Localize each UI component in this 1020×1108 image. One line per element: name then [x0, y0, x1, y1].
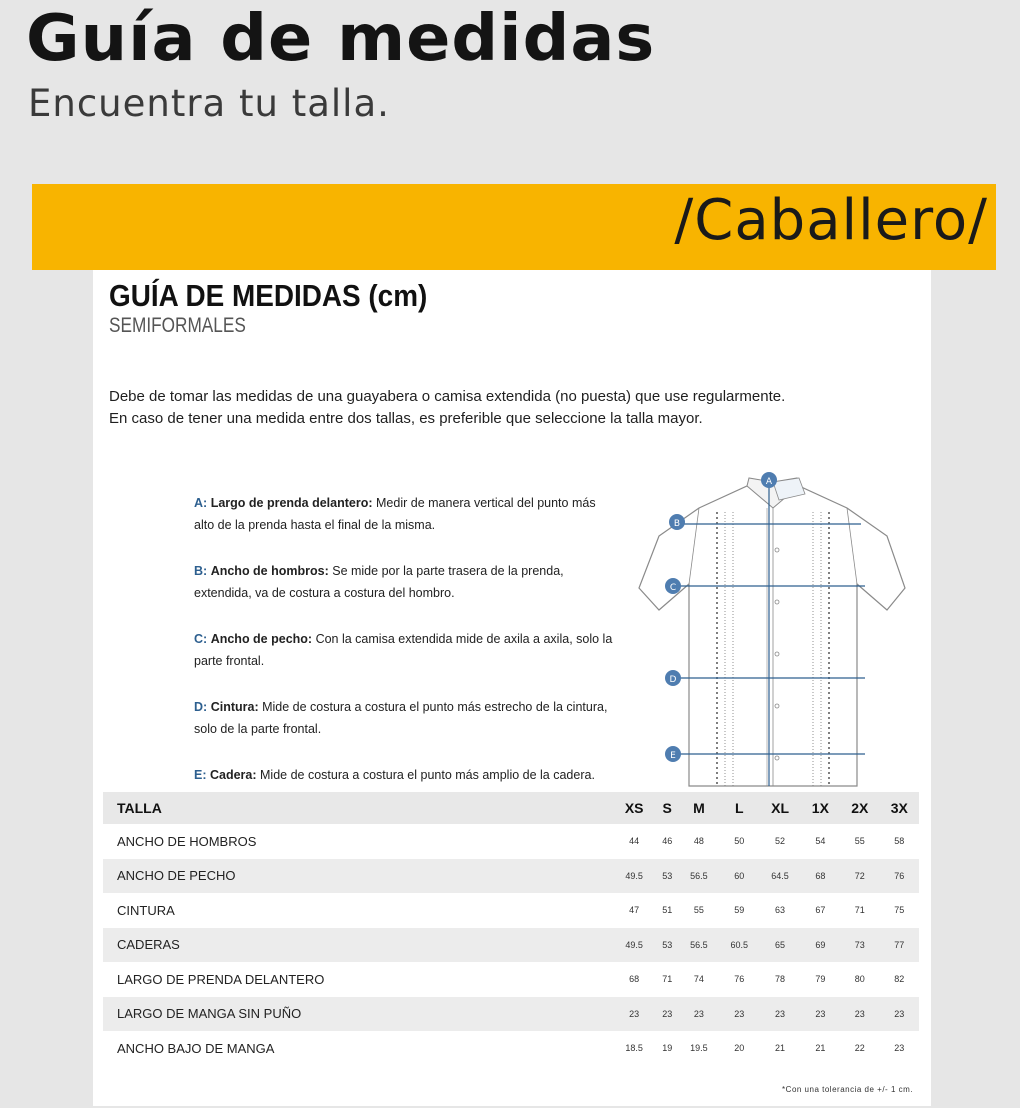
marker-d: [665, 670, 681, 686]
table-cell: 21: [775, 1043, 786, 1054]
table-cell: 68: [801, 859, 840, 894]
table-cell: 64.5: [759, 859, 800, 894]
size-guide-card: [93, 270, 931, 1106]
table-cell: 23: [840, 997, 879, 1032]
definition-term: Largo de prenda delantero:: [210, 496, 373, 510]
column-header: XL: [759, 792, 800, 824]
table-cell: 18.5: [625, 1043, 643, 1054]
marker-b: [669, 514, 685, 530]
table-cell: 21: [815, 1043, 826, 1054]
table-cell: 60: [719, 859, 759, 894]
table-cell: 74: [693, 974, 704, 985]
row-label: LARGO DE PRENDA DELANTERO: [117, 971, 325, 987]
page-subtitle: Encuentra tu talla.: [28, 82, 390, 125]
table-cell: 51: [662, 905, 673, 916]
table-cell: 23: [894, 1043, 905, 1054]
marker-e: [665, 746, 681, 762]
page-title: Guía de medidas: [26, 2, 656, 76]
shirt-diagram: [629, 468, 919, 788]
column-header: 1X: [801, 792, 840, 824]
table-row: [103, 893, 919, 928]
definition-letter: E:: [194, 768, 207, 782]
table-cell: 77: [880, 928, 920, 963]
definition-letter: A:: [194, 496, 208, 510]
table-cell: 75: [894, 905, 905, 916]
definition-e: [194, 764, 614, 786]
table-cell: 73: [840, 928, 879, 963]
table-row: [103, 1031, 919, 1066]
row-label: ANCHO BAJO DE MANGA: [117, 1040, 275, 1056]
definition-term: Cadera:: [209, 768, 257, 782]
intro-line: En caso de tener una medida entre dos tallas, es preferible que seleccione la talla mayor.: [109, 410, 703, 427]
table-cell: 48: [693, 836, 704, 847]
table-row: [103, 859, 919, 894]
category-banner: [32, 184, 996, 270]
definition-letter: B:: [194, 564, 208, 578]
marker-label: B: [673, 519, 681, 529]
intro-line: Debe de tomar las medidas de una guayabera o camisa extendida (no puesta) que use regularmente.: [109, 388, 786, 405]
table-cell: 58: [894, 836, 905, 847]
table-cell: 46: [662, 836, 673, 847]
definition-letter: D:: [194, 700, 208, 714]
column-header: S: [656, 792, 679, 824]
definition-term: Cintura:: [210, 700, 259, 714]
column-header: 2X: [840, 792, 879, 824]
row-label: LARGO DE MANGA SIN PUÑO: [103, 997, 613, 1032]
table-cell: 50: [734, 836, 745, 847]
marker-a: [761, 472, 777, 488]
table-cell: 19: [662, 1043, 673, 1054]
table-cell: 23: [759, 997, 800, 1032]
size-table: [103, 792, 919, 1066]
table-cell: 44: [629, 836, 640, 847]
column-header: L: [719, 792, 759, 824]
table-cell: 82: [894, 974, 905, 985]
table-row: [103, 997, 919, 1032]
table-cell: 78: [775, 974, 786, 985]
table-cell: 76: [880, 859, 920, 894]
table-cell: 22: [854, 1043, 865, 1054]
table-cell: 79: [815, 974, 826, 985]
table-cell: 23: [801, 997, 840, 1032]
marker-label: A: [765, 477, 773, 487]
definition-letter: C:: [194, 632, 208, 646]
table-cell: 68: [629, 974, 640, 985]
table-cell: 23: [656, 997, 679, 1032]
marker-label: D: [669, 675, 677, 685]
table-cell: 52: [775, 836, 786, 847]
table-cell: 23: [880, 997, 920, 1032]
column-header: TALLA: [103, 792, 613, 824]
table-header-row: [103, 792, 919, 824]
row-label: CINTURA: [117, 902, 175, 918]
definition-text: Medir de manera vertical del punto más alto de la prenda hasta el final de la misma.: [194, 496, 596, 532]
table-cell: 72: [840, 859, 879, 894]
table-cell: 54: [815, 836, 826, 847]
column-header: 3X: [880, 792, 920, 824]
row-label: ANCHO DE HOMBROS: [117, 833, 257, 849]
definition-text: Mide de costura a costura el punto más estrecho de la cintura, solo de la parte frontal.: [194, 700, 608, 736]
guide-title: GUÍA DE MEDIDAS (cm): [109, 278, 428, 313]
table-cell: 19.5: [690, 1043, 708, 1054]
category-label: /Caballero/: [674, 188, 988, 253]
table-cell: 65: [759, 928, 800, 963]
shirt-outline: [639, 486, 905, 786]
table-cell: 71: [662, 974, 673, 985]
definition-term: Ancho de hombros:: [210, 564, 329, 578]
table-cell: 60.5: [719, 928, 759, 963]
row-label: ANCHO DE PECHO: [103, 859, 613, 894]
guide-subtitle: SEMIFORMALES: [109, 314, 246, 337]
table-cell: 23: [679, 997, 719, 1032]
measurement-definitions: [194, 492, 614, 810]
column-header: M: [679, 792, 719, 824]
table-cell: 23: [719, 997, 759, 1032]
definition-d: [194, 696, 614, 740]
table-cell: 49.5: [613, 859, 656, 894]
marker-label: C: [669, 583, 677, 593]
definition-text: Con la camisa extendida mide de axila a axila, solo la parte frontal.: [194, 632, 613, 668]
row-label: CADERAS: [103, 928, 613, 963]
table-row: [103, 928, 919, 963]
marker-label: E: [670, 751, 676, 761]
table-cell: 76: [734, 974, 745, 985]
table-cell: 53: [656, 928, 679, 963]
table-cell: 67: [815, 905, 826, 916]
marker-c: [665, 578, 681, 594]
tolerance-footnote: *Con una tolerancia de +/- 1 cm.: [782, 1085, 913, 1094]
definition-c: [194, 628, 614, 672]
table-cell: 53: [656, 859, 679, 894]
table-cell: 55: [693, 905, 704, 916]
table-cell: 69: [801, 928, 840, 963]
table-cell: 59: [734, 905, 745, 916]
table-row: [103, 962, 919, 997]
table-cell: 80: [854, 974, 865, 985]
table-cell: 71: [854, 905, 865, 916]
definition-text: Se mide por la parte trasera de la prenda, extendida, va de costura a costura del hombro.: [194, 564, 564, 600]
table-cell: 55: [854, 836, 865, 847]
table-cell: 63: [775, 905, 786, 916]
table-cell: 49.5: [613, 928, 656, 963]
definition-b: [194, 560, 614, 604]
column-header: XS: [613, 792, 656, 824]
table-cell: 56.5: [679, 859, 719, 894]
guide-intro: [109, 386, 869, 430]
table-row: [103, 824, 919, 859]
table-cell: 23: [613, 997, 656, 1032]
table-cell: 47: [629, 905, 640, 916]
definition-a: [194, 492, 614, 536]
table-cell: 20: [734, 1043, 745, 1054]
definition-term: Ancho de pecho:: [210, 632, 313, 646]
definition-text: Mide de costura a costura el punto más amplio de la cadera.: [260, 768, 595, 782]
table-cell: 56.5: [679, 928, 719, 963]
